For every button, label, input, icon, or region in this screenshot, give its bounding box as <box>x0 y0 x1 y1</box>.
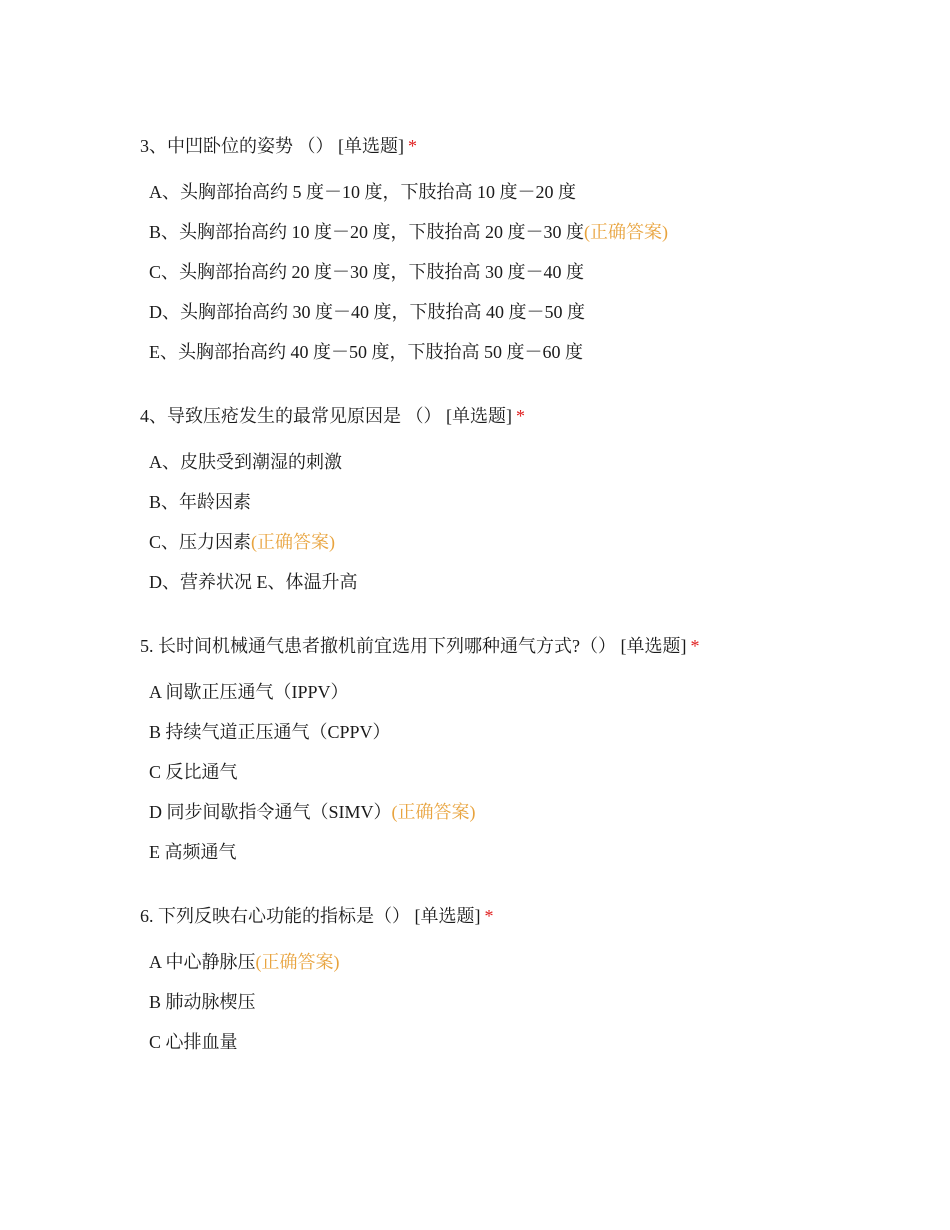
option-a[interactable] <box>149 448 920 476</box>
question-title <box>140 902 920 930</box>
required-mark: * <box>690 636 700 656</box>
question-title <box>140 402 920 430</box>
question-title <box>140 132 920 160</box>
option-a[interactable] <box>149 678 920 706</box>
option-text: B 持续气道正压通气（CPPV） <box>149 722 391 742</box>
question-title-text: 3、中凹卧位的姿势 （） [单选题] <box>140 136 404 156</box>
option-c[interactable] <box>149 758 920 786</box>
option-b[interactable] <box>149 218 920 246</box>
option-a[interactable] <box>149 948 920 976</box>
required-mark: * <box>516 406 525 426</box>
option-text: B、头胸部抬高约 10 度－20 度，下肢抬高 20 度－30 度 <box>149 222 585 242</box>
question-title-text: 5. 长时间机械通气患者撤机前宜选用下列哪种通气方式?（） [单选题] <box>140 636 687 656</box>
question-5 <box>140 632 920 866</box>
question-4 <box>140 402 920 596</box>
option-text: C、头胸部抬高约 20 度－30 度，下肢抬高 30 度－40 度 <box>149 262 585 282</box>
option-a[interactable] <box>149 178 920 206</box>
option-b[interactable] <box>149 718 920 746</box>
correct-answer-label: (正确答案) <box>251 532 336 552</box>
option-text: B、年龄因素 <box>149 492 252 512</box>
question-6 <box>140 902 920 1056</box>
option-e[interactable] <box>149 338 920 366</box>
correct-answer-label: (正确答案) <box>584 222 669 242</box>
option-text: D 同步间歇指令通气（SIMV） <box>149 802 392 822</box>
option-list <box>140 178 920 366</box>
option-text: D、营养状况 E、体温升高 <box>149 572 358 592</box>
option-list <box>140 448 920 596</box>
option-text: A、头胸部抬高约 5 度－10 度，下肢抬高 10 度－20 度 <box>149 182 576 202</box>
question-title <box>140 632 920 660</box>
question-3 <box>140 132 920 366</box>
option-d[interactable] <box>149 798 920 826</box>
option-d[interactable] <box>149 568 920 596</box>
option-text: D、头胸部抬高约 30 度－40 度，下肢抬高 40 度－50 度 <box>149 302 585 322</box>
option-b[interactable] <box>149 488 920 516</box>
correct-answer-label: (正确答案) <box>391 802 476 822</box>
option-text: B 肺动脉楔压 <box>149 992 256 1012</box>
option-text: C 心排血量 <box>149 1032 238 1052</box>
required-mark: * <box>408 136 417 156</box>
option-text: A 中心静脉压 <box>149 952 256 972</box>
option-c[interactable] <box>149 528 920 556</box>
question-title-text: 6. 下列反映右心功能的指标是（） [单选题] <box>140 906 481 926</box>
correct-answer-label: (正确答案) <box>255 952 340 972</box>
option-text: A、皮肤受到潮湿的刺激 <box>149 452 342 472</box>
option-text: C、压力因素 <box>149 532 252 552</box>
option-list <box>140 948 920 1056</box>
option-text: A 间歇正压通气（IPPV） <box>149 682 349 702</box>
option-text: E 高频通气 <box>149 842 237 862</box>
option-d[interactable] <box>149 298 920 326</box>
option-b[interactable] <box>149 988 920 1016</box>
question-list <box>140 132 920 1092</box>
option-e[interactable] <box>149 838 920 866</box>
option-text: E、头胸部抬高约 40 度－50 度，下肢抬高 50 度－60 度 <box>149 342 583 362</box>
option-text: C 反比通气 <box>149 762 238 782</box>
option-c[interactable] <box>149 258 920 286</box>
required-mark: * <box>484 906 494 926</box>
option-c[interactable] <box>149 1028 920 1056</box>
option-list <box>140 678 920 866</box>
question-title-text: 4、导致压疮发生的最常见原因是 （） [单选题] <box>140 406 512 426</box>
